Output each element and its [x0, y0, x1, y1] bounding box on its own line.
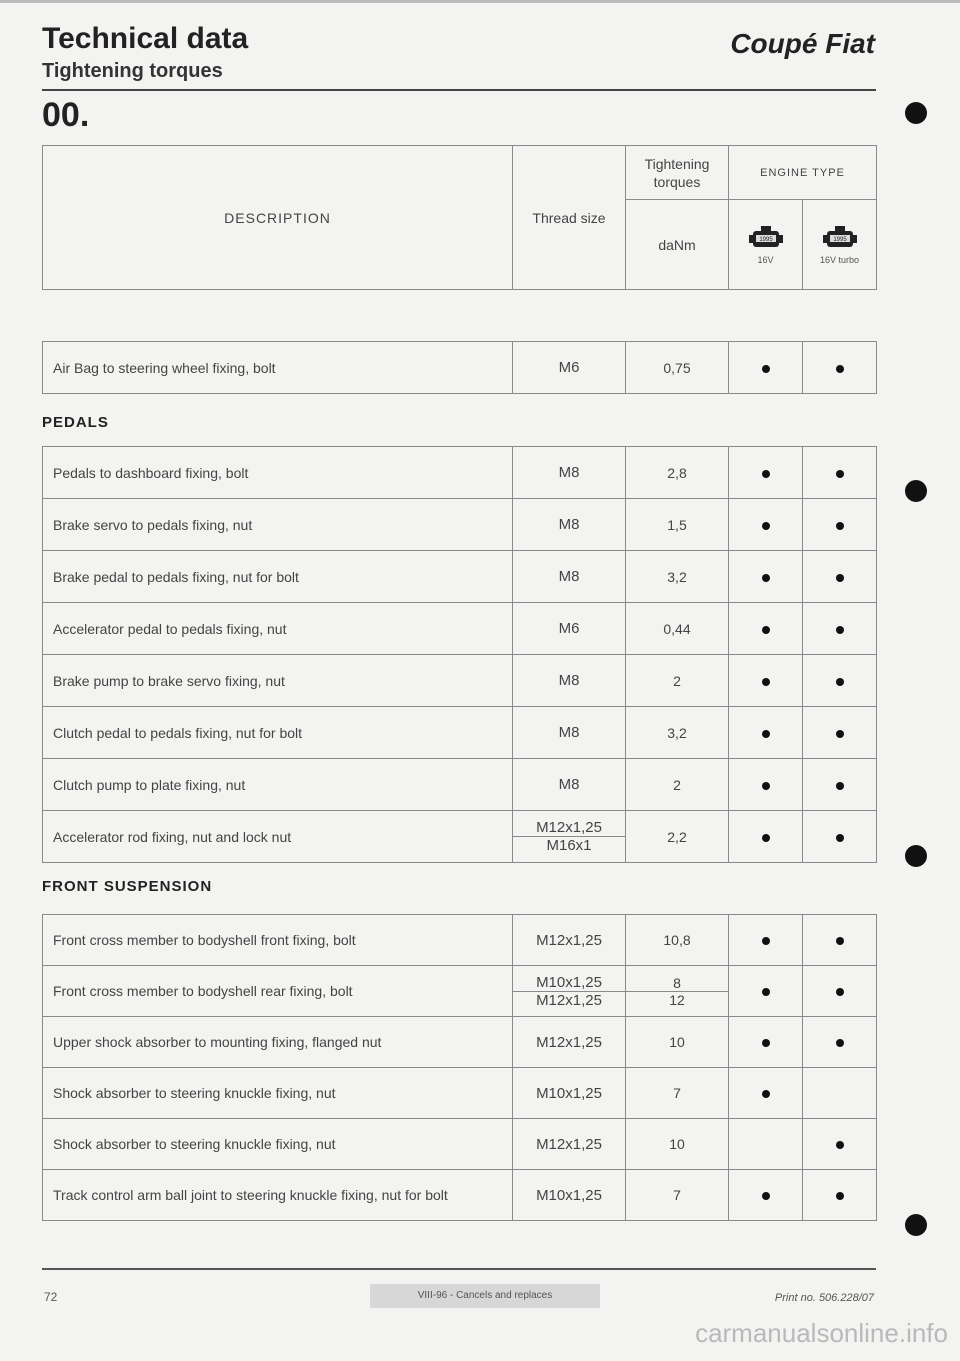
applies-bullet-icon [836, 365, 844, 373]
col-header-thread-size: Thread size [513, 146, 626, 290]
row-description: Clutch pump to plate fixing, nut [43, 759, 513, 811]
row-torque: 0,44 [626, 603, 729, 655]
row-torque: 10,8 [626, 915, 729, 966]
applies-bullet-icon [762, 365, 770, 373]
table-row [43, 499, 877, 551]
table-row [43, 811, 877, 863]
front-suspension-table [42, 914, 877, 1221]
applies-16v-turbo-cell [803, 1119, 877, 1170]
table-row [43, 551, 877, 603]
row-thread-size: M10x1,25 [536, 973, 602, 991]
col-header-engine-type: ENGINE TYPE [729, 146, 877, 200]
table-row [43, 655, 877, 707]
row-torque: 2,2 [626, 811, 729, 863]
engine-16v-turbo [803, 225, 876, 265]
watermark: carmanualsonline.info [695, 1318, 948, 1348]
applies-bullet-icon [762, 988, 770, 996]
row-torque: 2,8 [626, 447, 729, 499]
header-rule [42, 89, 876, 91]
applies-16v-turbo-cell [803, 1170, 877, 1221]
row-thread-size: M12x1,25 [536, 819, 602, 836]
applies-bullet-icon [762, 470, 770, 478]
applies-16v-cell [729, 759, 803, 811]
footer-rule [42, 1268, 876, 1270]
applies-bullet-icon [836, 937, 844, 945]
row-thread-size: M8 [513, 499, 626, 551]
section-label-front-suspension: FRONT SUSPENSION [42, 878, 213, 895]
page-subtitle: Tightening torques [42, 60, 223, 82]
applies-16v-cell [729, 966, 803, 1017]
row-thread-size: M8 [513, 447, 626, 499]
applies-16v-cell [729, 342, 803, 394]
applies-16v-cell [729, 603, 803, 655]
applies-16v-cell [729, 811, 803, 863]
applies-16v-cell [729, 707, 803, 759]
row-description: Accelerator pedal to pedals fixing, nut [43, 603, 513, 655]
margin-bullet-icon [905, 845, 927, 867]
applies-16v-cell [729, 551, 803, 603]
row-thread-size-cell [513, 966, 626, 1017]
row-torque: 3,2 [626, 551, 729, 603]
applies-bullet-icon [836, 470, 844, 478]
applies-16v-turbo-cell [803, 342, 877, 394]
engine-16v-turbo-cell [803, 200, 877, 290]
section-number: 00. [42, 96, 90, 134]
row-thread-size: M6 [513, 342, 626, 394]
applies-bullet-icon [762, 782, 770, 790]
pedals-table [42, 446, 877, 863]
applies-16v-cell [729, 1119, 803, 1170]
row-description: Shock absorber to steering knuckle fixing, nut [43, 1119, 513, 1170]
applies-bullet-icon [762, 522, 770, 530]
col-header-tightening-torques: Tightening torques [626, 146, 729, 200]
table-row [43, 447, 877, 499]
applies-bullet-icon [836, 1141, 844, 1149]
row-torque: 0,75 [626, 342, 729, 394]
col-header-description: DESCRIPTION [43, 146, 513, 290]
applies-bullet-icon [762, 574, 770, 582]
applies-16v-turbo-cell [803, 1068, 877, 1119]
row-torque: 2 [626, 759, 729, 811]
row-thread-size: M8 [513, 655, 626, 707]
row-thread-size: M12x1,25 [513, 1017, 626, 1068]
applies-bullet-icon [762, 730, 770, 738]
row-description: Track control arm ball joint to steering knuckle fixing, nut for bolt [43, 1170, 513, 1221]
engine-badge-text: 1995 [758, 236, 773, 243]
applies-16v-cell [729, 499, 803, 551]
row-torque: 7 [626, 1170, 729, 1221]
row-description: Brake pedal to pedals fixing, nut for bolt [43, 551, 513, 603]
row-description: Shock absorber to steering knuckle fixing, nut [43, 1068, 513, 1119]
engine-16v-turbo-label: 16V turbo [819, 254, 860, 265]
applies-16v-cell [729, 447, 803, 499]
applies-bullet-icon [836, 988, 844, 996]
applies-bullet-icon [836, 730, 844, 738]
table-row [43, 915, 877, 966]
applies-bullet-icon [836, 522, 844, 530]
table-row [43, 1068, 877, 1119]
applies-bullet-icon [836, 626, 844, 634]
revision-badge: VIII-96 - Cancels and replaces [370, 1284, 600, 1308]
applies-16v-cell [729, 915, 803, 966]
engine-16v [729, 225, 802, 265]
applies-16v-turbo-cell [803, 603, 877, 655]
applies-16v-turbo-cell [803, 707, 877, 759]
engine-16v-cell [729, 200, 803, 290]
print-number: Print no. 506.228/07 [774, 1292, 874, 1304]
applies-bullet-icon [836, 782, 844, 790]
applies-16v-cell [729, 1068, 803, 1119]
engine-icon [823, 225, 857, 253]
applies-16v-turbo-cell [803, 499, 877, 551]
table-row [43, 1170, 877, 1221]
row-thread-size: M12x1,25 [513, 915, 626, 966]
row-torque: 12 [626, 991, 728, 1008]
row-torque: 10 [626, 1119, 729, 1170]
row-thread-size: M8 [513, 759, 626, 811]
table-row [43, 966, 877, 1017]
table-row [43, 1017, 877, 1068]
engine-badge-text: 1995 [832, 236, 847, 243]
applies-16v-turbo-cell [803, 655, 877, 707]
row-thread-size-cell [513, 811, 626, 863]
applies-16v-turbo-cell [803, 759, 877, 811]
row-thread-size: M8 [513, 707, 626, 759]
applies-16v-cell [729, 1017, 803, 1068]
col-header-unit: daNm [626, 200, 729, 290]
page-title: Technical data [42, 22, 249, 55]
engine-16v-label: 16V [757, 254, 774, 265]
margin-bullet-icon [905, 1214, 927, 1236]
row-torque: 10 [626, 1017, 729, 1068]
row-thread-size: M10x1,25 [513, 1068, 626, 1119]
row-thread-size: M12x1,25 [513, 1119, 626, 1170]
brand-name: Coupé Fiat [730, 28, 875, 59]
row-description: Brake servo to pedals fixing, nut [43, 499, 513, 551]
section-label-pedals: PEDALS [42, 414, 109, 431]
applies-16v-cell [729, 1170, 803, 1221]
applies-bullet-icon [836, 574, 844, 582]
row-thread-size: M8 [513, 551, 626, 603]
row-thread-size: M16x1 [513, 836, 625, 854]
applies-bullet-icon [836, 834, 844, 842]
applies-bullet-icon [836, 678, 844, 686]
row-description: Upper shock absorber to mounting fixing, flanged nut [43, 1017, 513, 1068]
row-description: Clutch pedal to pedals fixing, nut for bolt [43, 707, 513, 759]
row-torque: 1,5 [626, 499, 729, 551]
applies-bullet-icon [836, 1192, 844, 1200]
table-row [43, 342, 877, 394]
table-row [43, 603, 877, 655]
row-thread-size: M12x1,25 [513, 991, 625, 1009]
top-border [0, 0, 960, 3]
row-torque: 3,2 [626, 707, 729, 759]
row-torque: 7 [626, 1068, 729, 1119]
applies-16v-cell [729, 655, 803, 707]
applies-bullet-icon [762, 834, 770, 842]
row-thread-size: M10x1,25 [513, 1170, 626, 1221]
applies-bullet-icon [762, 937, 770, 945]
applies-16v-turbo-cell [803, 1017, 877, 1068]
applies-16v-turbo-cell [803, 811, 877, 863]
row-description: Front cross member to bodyshell rear fixing, bolt [43, 966, 513, 1017]
applies-bullet-icon [762, 678, 770, 686]
row-description: Air Bag to steering wheel fixing, bolt [43, 342, 513, 394]
header-table [42, 145, 877, 290]
row-description: Pedals to dashboard fixing, bolt [43, 447, 513, 499]
margin-bullet-icon [905, 102, 927, 124]
row-torque: 2 [626, 655, 729, 707]
row-description: Front cross member to bodyshell front fixing, bolt [43, 915, 513, 966]
page-number: 72 [44, 1290, 58, 1304]
row-torque: 8 [673, 974, 681, 991]
margin-bullet-icon [905, 480, 927, 502]
applies-16v-turbo-cell [803, 966, 877, 1017]
row-description: Brake pump to brake servo fixing, nut [43, 655, 513, 707]
engine-icon [749, 225, 783, 253]
applies-bullet-icon [762, 1090, 770, 1098]
row-description: Accelerator rod fixing, nut and lock nut [43, 811, 513, 863]
applies-bullet-icon [762, 1039, 770, 1047]
applies-bullet-icon [762, 1192, 770, 1200]
row-torque-cell [626, 966, 729, 1017]
airbag-table [42, 341, 877, 394]
row-thread-size: M6 [513, 603, 626, 655]
table-row [43, 707, 877, 759]
applies-16v-turbo-cell [803, 551, 877, 603]
table-row [43, 759, 877, 811]
applies-bullet-icon [762, 626, 770, 634]
applies-bullet-icon [836, 1039, 844, 1047]
applies-16v-turbo-cell [803, 915, 877, 966]
table-row [43, 1119, 877, 1170]
applies-16v-turbo-cell [803, 447, 877, 499]
